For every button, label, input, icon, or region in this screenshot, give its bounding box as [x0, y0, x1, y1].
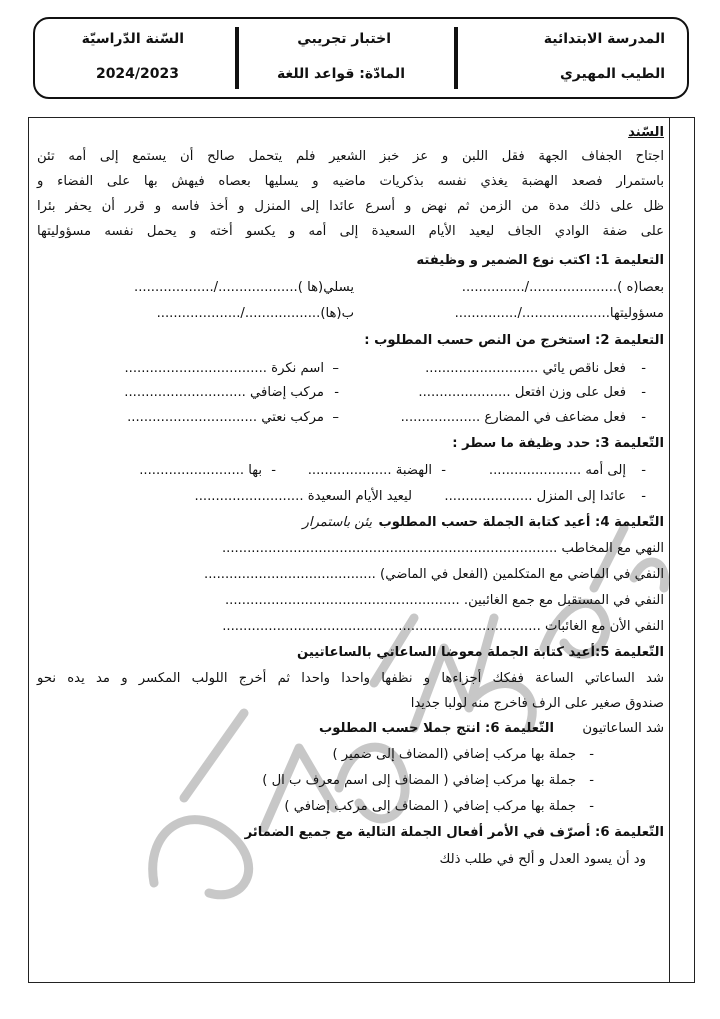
school-label: المدرسة الابتدائية: [543, 31, 665, 47]
q3-item: إلى أمه ......................: [488, 463, 626, 478]
header-year-block: [37, 19, 227, 97]
q5-title: التّعليمة 5:أعيد كتابة الجملة معوضا الساعاتي بالساعاتيين: [296, 645, 664, 660]
grading-margin-line: [669, 118, 670, 982]
q2-dash: -: [641, 361, 646, 376]
q6a-dash: -: [589, 747, 594, 762]
q2-dash: -: [641, 385, 646, 400]
text-line: على ضفة الوادي الجاف ليعيد الأيام السعيدة إلى أمه و يكسو أخته و يحمل نفسه مسؤوليتها: [37, 224, 664, 239]
q3-item: الهضبة ....................: [307, 463, 432, 478]
q3-title: التّعليمة 3: حدد وظيفة ما سطر :: [452, 436, 664, 451]
q4-answer-line: النفي الأن مع الغائبات ............................................................................: [222, 619, 664, 634]
q6a-item: جملة بها مركب إضافي ( المضاف إلى اسم معرف ب ال ): [262, 773, 576, 788]
q4-answer-line: النفي في المستقبل مع جمع الغائبين. ........................................................: [224, 593, 664, 608]
text-line: ظل على ذلك مدة من الزمن ثم نهض و أسرع عائدا إلى المنزل و أخذ فاسه و قرر أن يحفر بئرا: [37, 199, 664, 214]
q3-dash: -: [641, 489, 646, 504]
text-title: السّند: [628, 125, 664, 140]
q3-dash: -: [641, 463, 646, 478]
q6a-dash: -: [589, 799, 594, 814]
q4-answer-line: النفي في الماضي مع المتكلمين (الفعل في الماضي) .........................................: [204, 567, 664, 582]
q3-dash: -: [441, 463, 446, 478]
q4-title: التّعليمة 4: أعيد كتابة الجملة حسب المطلوب: [378, 515, 664, 530]
q3-dash: -: [271, 463, 276, 478]
q6a-dash: -: [589, 773, 594, 788]
header-divider: [454, 27, 458, 89]
q6b-title: التّعليمة 6: أصرّف في الأمر أفعال الجملة التالية مع جميع الضمائر: [244, 825, 664, 840]
q2-item: فعل مضاعف في المضارع ...................: [400, 410, 626, 425]
text-line: اجتاح الجفاف الجهة فقل اللبن و عز خبز الشعير فلم يتحمل صالح أن يستمع إلى أمه تئن: [37, 149, 664, 164]
q1-answer-line: ب(ها)................../....................: [156, 306, 354, 321]
q3-item: بها .........................: [139, 463, 262, 478]
q5-answer-start: شد الساعاتيون: [582, 721, 664, 736]
q3-item: ليعيد الأيام السعيدة ..........................: [194, 489, 412, 504]
q3-item: عائدا إلى المنزل .....................: [444, 489, 626, 504]
q5-sentence: شد الساعاتي الساعة ففكك أجزاءها و نظفها واحدا واحدا ثم أخرج اللولب المكسر و مد يده نحو: [37, 671, 664, 686]
q6b-sentence: ود أن يسود العدل و ألح في طلب ذلك: [439, 852, 646, 867]
q2-item: اسم نكرة ..................................: [124, 361, 324, 376]
q1-answer-line: يسلي(ها ).................../...................: [134, 280, 354, 295]
q6a-title: التّعليمة 6: انتج جملا حسب المطلوب: [319, 721, 554, 736]
q1-answer-line: بعصا(ه )...................../...............: [461, 280, 664, 295]
q1-answer-line: مسؤوليتها...................../...............: [454, 306, 664, 321]
q6a-item: جملة بها مركب إضافي (المضاف إلى ضمير ): [332, 747, 576, 762]
school-year: 2024/2023: [95, 66, 179, 82]
year-label: السّنة الدّراسيّة: [81, 31, 184, 47]
exam-body: [28, 117, 695, 983]
q2-item: فعل على وزن افتعل ......................: [418, 385, 626, 400]
header-divider: [235, 27, 239, 89]
q5-sentence: صندوق صغير على الرف فاخرج منه لولبا جديدا: [410, 696, 664, 711]
q4-sentence: يئن باستمرار: [302, 515, 372, 530]
exam-type: اختبار تجريبي: [297, 31, 391, 47]
q6a-item: جملة بها مركب إضافي ( المضاف إلى مركب إضافي ): [284, 799, 576, 814]
q1-title: التعليمة 1: اكتب نوع الضمير و وظيفته: [416, 253, 664, 268]
subject-label: المادّة: قواعد اللغة: [276, 66, 405, 82]
q2-item: مركب إضافي .............................: [124, 385, 324, 400]
header-school-block: [482, 19, 687, 97]
q4-answer-line: النهي مع المخاطب ................................................................................: [221, 541, 664, 556]
q2-item: فعل ناقص يائي ...........................: [425, 361, 626, 376]
header-exam-block: [257, 19, 447, 97]
q2-dash: -: [641, 410, 646, 425]
q2-dash: –: [332, 361, 339, 376]
exam-header: [33, 17, 689, 99]
school-name: الطيب المهيري: [559, 66, 665, 82]
q2-item: مركب نعتي ...............................: [127, 410, 324, 425]
text-line: باستمرار فصعد الهضبة يغذي نفسه بذكريات ماضيه و يسليها بعصاه فيهش بها على الفضاء و: [37, 174, 664, 189]
q2-dash: -: [334, 385, 339, 400]
q2-dash: –: [332, 410, 339, 425]
q2-title: التعليمة 2: استخرج من النص حسب المطلوب :: [364, 333, 664, 348]
